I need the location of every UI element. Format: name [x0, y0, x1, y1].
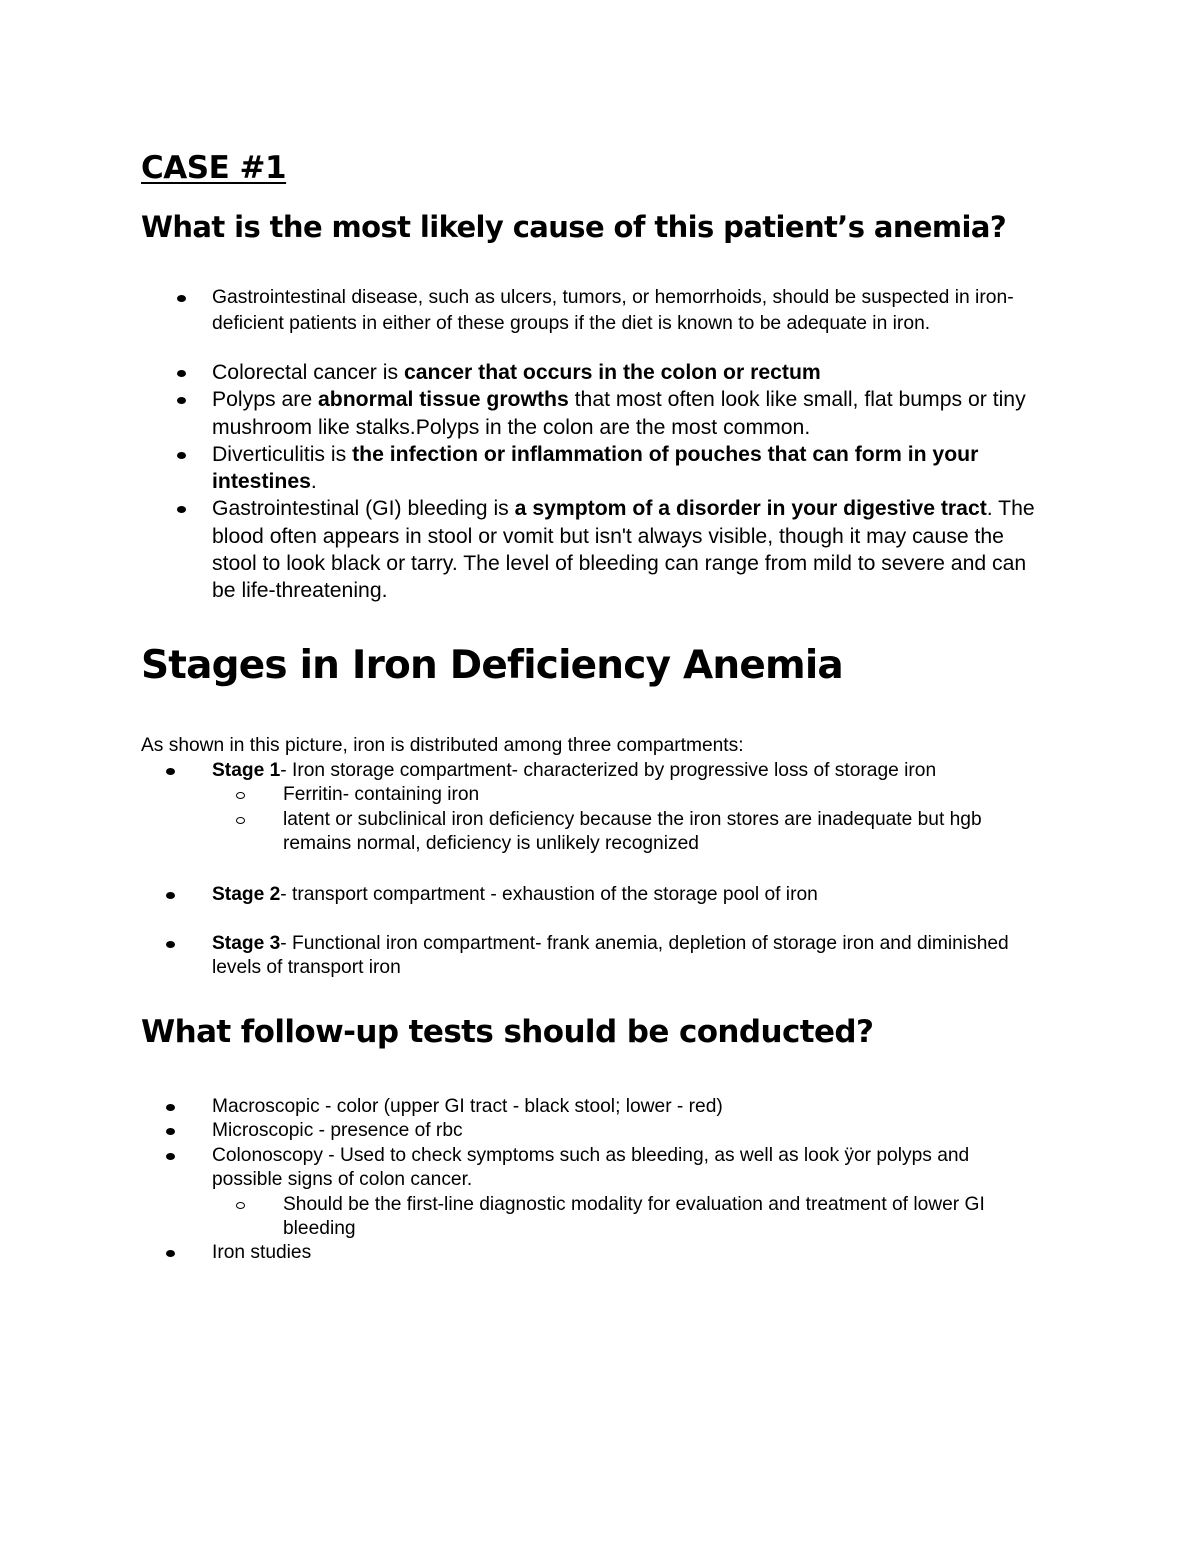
follow-up-question-heading: What follow-up tests should be conducted? — [141, 1014, 874, 1050]
stage-2-list — [0, 883, 1200, 907]
cause-question-heading: What is the most likely cause of this patient’s anemia? — [141, 210, 1007, 244]
list-item-text: Stage 1- Iron storage compartment- characterized by progressive loss of storage iron — [212, 760, 937, 781]
tests-list — [0, 1095, 1200, 1266]
bullet-icon — [166, 1104, 175, 1111]
list-item — [0, 1241, 1042, 1265]
list-item-text: latent or subclinical iron deficiency because the iron stores are inadequate but hgb remains normal, deficiency is unlikely recognized — [283, 808, 982, 855]
list-item — [0, 1095, 1042, 1119]
list-item-text: Microscopic - presence of rbc — [212, 1120, 463, 1142]
list-item-text: Diverticulitis is the infection or inflammation of pouches that can form in your intestines. — [212, 442, 979, 494]
list-item — [0, 1144, 1042, 1193]
bullet-icon — [166, 941, 175, 948]
list-item-text: Polyps are abnormal tissue growths that most often look like small, flat bumps or tiny mushroom like stalks.Polyps in the colon are the most common. — [212, 388, 1026, 439]
list-item — [0, 495, 1052, 604]
list-item-text: Gastrointestinal disease, such as ulcers, tumors, or hemorrhoids, should be suspected in iron-deficient patients in either of these groups if the diet is known to be adequate in iron. — [212, 287, 1014, 334]
bullet-icon — [166, 1153, 175, 1160]
list-item — [0, 759, 1042, 783]
list-item-text: Ferritin- containing iron — [283, 784, 480, 806]
list-item — [0, 883, 1042, 907]
list-item-text: Should be the first-line diagnostic modality for evaluation and treatment of lower GI bleeding — [283, 1193, 985, 1240]
list-item-text: Macroscopic - color (upper GI tract - black stool; lower - red) — [212, 1096, 723, 1117]
bullet-icon — [177, 452, 186, 459]
stage-3-list — [0, 932, 1200, 981]
sub-list-item — [0, 1193, 1058, 1242]
bullet-icon — [177, 370, 186, 377]
list-item-text: Stage 2- transport compartment - exhaustion of the storage pool of iron — [212, 884, 818, 905]
bullet-icon — [166, 1250, 175, 1257]
sub-list-item — [0, 783, 1043, 807]
bullet-icon — [177, 397, 186, 404]
bullet-icon — [166, 1128, 175, 1135]
list-item — [0, 441, 1052, 496]
circle-bullet-icon — [236, 817, 245, 824]
bullet-icon — [177, 506, 186, 513]
list-item — [0, 386, 1052, 441]
list-item-text: Colorectal cancer is cancer that occurs in the colon or rectum — [212, 361, 821, 384]
stage-1-list — [0, 759, 1200, 857]
case-title: CASE #1 — [141, 150, 287, 186]
sub-list-item — [0, 808, 1043, 857]
list-item-text: Colonoscopy - Used to check symptoms such as bleeding, as well as look ÿor polyps and possible signs of colon cancer. — [212, 1144, 970, 1191]
list-item-text: Stage 3- Functional iron compartment- frank anemia, depletion of storage iron and diminished levels of transport iron — [212, 933, 1009, 979]
list-item-text: Gastrointestinal (GI) bleeding is a symptom of a disorder in your digestive tract. The blood often appears in stool or vomit but isn't always visible, though it may cause the stool to look black or tarry. The level of bleeding can range from mild to severe and can be life-threatening. — [212, 497, 1035, 603]
bullet-icon — [166, 768, 175, 775]
bullet-icon — [177, 295, 186, 302]
list-item — [0, 1119, 1042, 1143]
circle-bullet-icon — [236, 1202, 245, 1209]
list-item — [0, 359, 1052, 386]
causes-list — [0, 359, 1200, 605]
list-item — [0, 285, 1062, 336]
cause-intro-list — [0, 285, 1200, 336]
list-item — [0, 932, 1042, 981]
list-item-text: Iron studies — [212, 1242, 312, 1264]
stages-intro: As shown in this picture, iron is distributed among three compartments: — [141, 735, 744, 756]
bullet-icon — [166, 892, 175, 899]
circle-bullet-icon — [236, 792, 245, 799]
stages-heading: Stages in Iron Deficiency Anemia — [141, 643, 843, 688]
